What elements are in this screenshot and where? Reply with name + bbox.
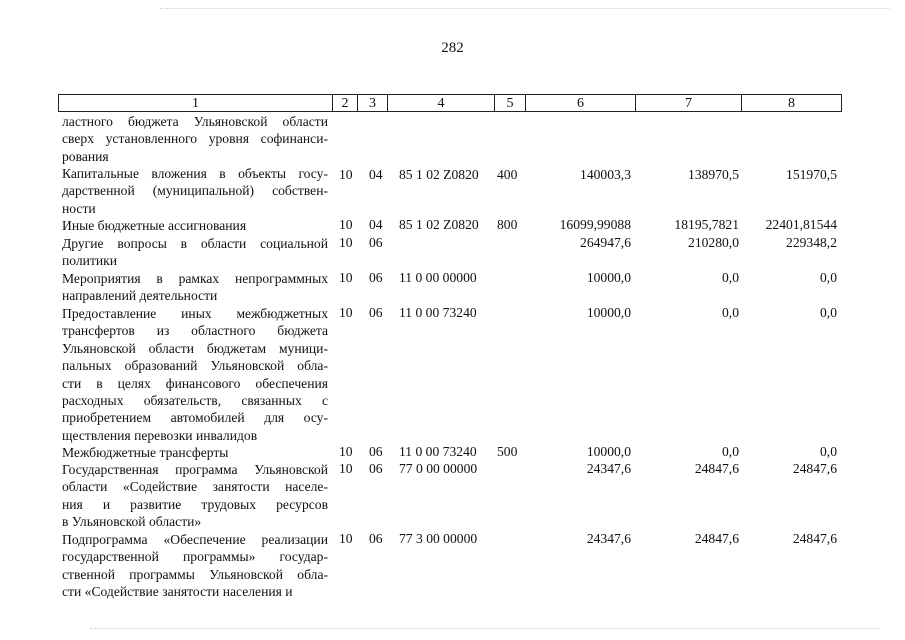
row-name <box>62 113 328 165</box>
cell-c8: 24847,6 <box>792 531 837 546</box>
row-name-line: расходных обязательств, связанных с <box>62 393 328 409</box>
cell-c7: 24847,6 <box>694 531 739 546</box>
cell-c2: 10 <box>339 305 353 320</box>
cell-c2: 10 <box>339 167 353 182</box>
cell-c6: 264947,6 <box>580 235 631 250</box>
row-name-line: Ульяновской области бюджетам муници- <box>62 340 328 356</box>
cell-c6: 24347,6 <box>586 461 631 476</box>
cell-c2: 10 <box>339 217 353 232</box>
row-name-line: Межбюджетные трансферты <box>62 445 229 460</box>
cell-c6: 140003,3 <box>580 167 631 182</box>
cell-c5: 800 <box>497 217 518 232</box>
row-name-line: области «Содействие занятости населе- <box>62 479 328 495</box>
cell-c8: 0,0 <box>820 305 837 320</box>
header-col-5: 5 <box>494 94 525 112</box>
cell-c8: 0,0 <box>820 270 837 285</box>
cell-c7: 210280,0 <box>688 235 739 250</box>
row-name-line: дарственной (муниципальной) собствен- <box>62 183 328 199</box>
row-name <box>62 444 328 461</box>
cell-c4: 11 0 00 73240 <box>399 305 477 320</box>
cell-c3: 06 <box>369 305 383 320</box>
row-name-line: Иные бюджетные ассигнования <box>62 218 247 233</box>
cell-c3: 04 <box>369 217 383 232</box>
cell-c4: 11 0 00 73240 <box>399 444 477 459</box>
cell-c6: 24347,6 <box>586 531 631 546</box>
header-col-3: 3 <box>357 94 387 112</box>
cell-c7: 18195,7821 <box>674 217 739 232</box>
header-col-1: 1 <box>58 94 332 112</box>
header-col-7: 7 <box>635 94 741 112</box>
row-name-line: ности <box>62 200 96 216</box>
cell-c3: 04 <box>369 167 383 182</box>
cell-c4: 77 0 00 00000 <box>399 461 478 476</box>
cell-c6: 10000,0 <box>586 305 631 320</box>
row-name-line: ния и развитие трудовых ресурсов <box>62 496 328 512</box>
cell-c2: 10 <box>339 461 353 476</box>
row-name <box>62 270 328 305</box>
cell-c4: 77 3 00 00000 <box>399 531 478 546</box>
row-name <box>62 305 328 444</box>
cell-c4: 11 0 00 00000 <box>399 270 477 285</box>
row-name-line: политики <box>62 253 118 269</box>
row-name-line: Предоставление иных межбюджетных <box>62 306 328 321</box>
cell-c4: 85 1 02 Z0820 <box>399 167 479 182</box>
cell-c5: 400 <box>497 167 518 182</box>
row-name-line: ластного бюджета Ульяновской области <box>62 114 328 129</box>
row-name-line: приобретением автомобилей для осу- <box>62 410 328 426</box>
row-name-line: Мероприятия в рамках непрограммных <box>62 271 328 286</box>
cell-c3: 06 <box>369 270 383 285</box>
cell-c3: 06 <box>369 235 383 250</box>
row-name-line: в Ульяновской области» <box>62 514 202 530</box>
row-name <box>62 531 328 601</box>
row-name-line: Другие вопросы в области социальной <box>62 236 328 251</box>
cell-c2: 10 <box>339 444 353 459</box>
row-name-line: пальных образований Ульяновской обла- <box>62 358 328 374</box>
cell-c5: 500 <box>497 444 518 459</box>
row-name <box>62 165 328 217</box>
row-name-line: ществления перевозки инвалидов <box>62 427 258 443</box>
header-col-2: 2 <box>332 94 357 112</box>
cell-c8: 24847,6 <box>792 461 837 476</box>
page-number: 282 <box>441 40 464 56</box>
cell-c6: 10000,0 <box>586 444 631 459</box>
row-name-line: сти «Содействие занятости населения и <box>62 584 293 600</box>
cell-c8: 151970,5 <box>786 167 837 182</box>
cell-c3: 06 <box>369 531 383 546</box>
header-col-4: 4 <box>387 94 494 112</box>
cell-c6: 16099,99088 <box>559 217 631 232</box>
row-name-line: рования <box>62 148 109 164</box>
header-col-6: 6 <box>525 94 635 112</box>
cell-c3: 06 <box>369 461 383 476</box>
cell-c2: 10 <box>339 235 353 250</box>
row-name-line: направлений деятельности <box>62 288 218 304</box>
cell-c2: 10 <box>339 270 353 285</box>
cell-c7: 24847,6 <box>694 461 739 476</box>
cell-c8: 229348,2 <box>786 235 837 250</box>
row-name-line: сверх установленного уровня софинанси- <box>62 131 328 147</box>
cell-c7: 138970,5 <box>688 167 739 182</box>
scan-artifact-bottom <box>90 628 880 630</box>
row-name-line: сти в целях финансового обеспечения <box>62 375 328 391</box>
row-name <box>62 217 328 234</box>
cell-c8: 22401,81544 <box>765 217 837 232</box>
row-name-line: Государственная программа Ульяновской <box>62 462 328 477</box>
row-name-line: трансфертов из областного бюджета <box>62 323 328 339</box>
cell-c7: 0,0 <box>722 270 739 285</box>
cell-c2: 10 <box>339 531 353 546</box>
cell-c4: 85 1 02 Z0820 <box>399 217 479 232</box>
cell-c6: 10000,0 <box>586 270 631 285</box>
row-name-line: государственной программы» государ- <box>62 549 328 565</box>
header-col-8: 8 <box>741 94 842 112</box>
row-name-line: ственной программы Ульяновской обла- <box>62 566 328 582</box>
cell-c3: 06 <box>369 444 383 459</box>
scan-artifact-top <box>160 8 890 10</box>
row-name <box>62 461 328 531</box>
cell-c8: 0,0 <box>820 444 837 459</box>
cell-c7: 0,0 <box>722 444 739 459</box>
cell-c7: 0,0 <box>722 305 739 320</box>
row-name-line: Подпрограмма «Обеспечение реализации <box>62 532 328 547</box>
row-name-line: Капитальные вложения в объекты госу- <box>62 166 328 181</box>
row-name <box>62 235 328 270</box>
